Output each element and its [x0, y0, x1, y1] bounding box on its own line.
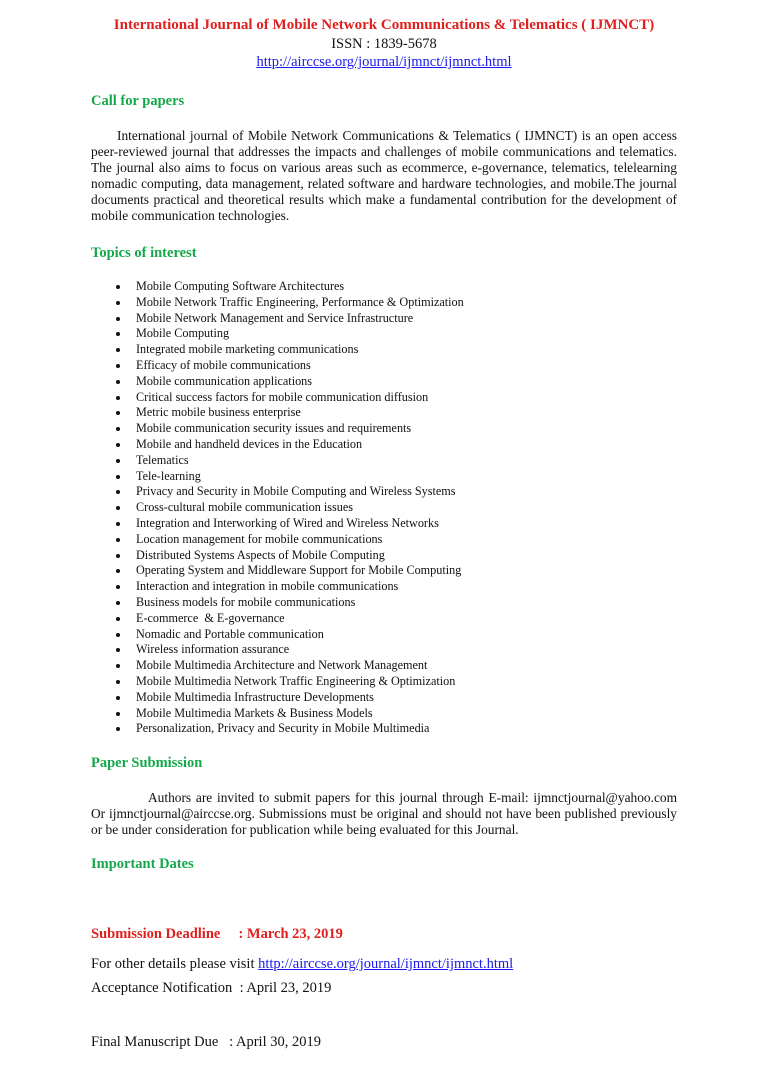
bullet-icon: [116, 317, 120, 321]
footer-url-link[interactable]: http://airccse.org/journal/ijmnct/ijmnct.html: [258, 956, 514, 972]
date-value: : April 30, 2019: [229, 1034, 321, 1050]
bullet-icon: [116, 696, 120, 700]
topic-text: Business models for mobile communications: [136, 594, 356, 609]
list-item: [0, 642, 464, 658]
topic-text: Mobile communication security issues and requirements: [136, 421, 412, 436]
topic-text: Cross-cultural mobile communication issues: [136, 500, 353, 515]
topic-text: E-commerce & E-governance: [136, 610, 285, 625]
list-item: [0, 563, 464, 579]
bullet-icon: [116, 727, 120, 731]
list-item: [0, 516, 464, 532]
call-for-papers-text: International journal of Mobile Network Communications & Telematics ( IJMNCT) is an open access peer-reviewed journal that addresses the impacts and challenges of mobile communications and telematics. The journal also aims to focus on various areas such as ecommerce, e-governance, telematics, telelearning nomadic computing, data management, related software and hardware technologies, and mobile.The journal documents practical and theoretical results which make a fundamental contribution for the development of mobile communication technologies.: [91, 128, 677, 223]
journal-header: [0, 16, 768, 71]
date-label: Final Manuscript Due: [91, 1034, 230, 1050]
important-dates-heading: Important Dates: [91, 856, 194, 872]
topic-text: Mobile communication applications: [136, 373, 313, 388]
list-item: [0, 390, 464, 406]
topic-text: Nomadic and Portable communication: [136, 626, 324, 641]
topic-text: Personalization, Privacy and Security in Mobile Multimedia: [136, 721, 430, 736]
list-item: [0, 658, 464, 674]
topic-text: Interaction and integration in mobile communications: [136, 579, 399, 594]
topic-text: Telematics: [136, 452, 189, 467]
topic-text: Mobile Multimedia Architecture and Network Management: [136, 658, 428, 673]
list-item: [0, 311, 464, 327]
list-item: [0, 674, 464, 690]
final-manuscript-row: [91, 1033, 343, 1051]
bullet-icon: [116, 490, 120, 494]
issn-number: ISSN : 1839-5678: [331, 36, 437, 52]
list-item: [0, 532, 464, 548]
list-item: [0, 579, 464, 595]
date-value: : March 23, 2019: [238, 926, 343, 942]
footer-text: For other details please visit: [91, 956, 259, 972]
topic-text: Privacy and Security in Mobile Computing and Wireless Systems: [136, 484, 456, 499]
submission-deadline-row: [91, 925, 343, 943]
journal-url-link[interactable]: http://airccse.org/journal/ijmnct/ijmnct.html: [256, 54, 512, 70]
list-item: [0, 453, 464, 469]
topic-text: Efficacy of mobile communications: [136, 357, 311, 372]
list-item: [0, 358, 464, 374]
call-for-papers-paragraph: [91, 128, 677, 223]
topic-text: Metric mobile business enterprise: [136, 405, 301, 420]
topic-text: Tele-learning: [136, 468, 201, 483]
date-value: : April 23, 2019: [239, 980, 332, 996]
paper-submission-heading: Paper Submission: [91, 755, 203, 771]
list-item: [0, 484, 464, 500]
topic-text: Mobile Multimedia Network Traffic Engineering & Optimization: [136, 673, 456, 688]
bullet-icon: [116, 348, 120, 352]
list-item: [0, 437, 464, 453]
list-item: [0, 326, 464, 342]
topic-text: Critical success factors for mobile communication diffusion: [136, 389, 429, 404]
topic-text: Mobile Computing: [136, 326, 230, 341]
bullet-icon: [116, 443, 120, 447]
bullet-icon: [116, 664, 120, 668]
bullet-icon: [116, 601, 120, 605]
list-item: [0, 690, 464, 706]
important-dates-list: [91, 889, 343, 1087]
topics-heading: Topics of interest: [91, 245, 197, 261]
bullet-icon: [116, 585, 120, 589]
list-item: [0, 405, 464, 421]
bullet-icon: [116, 680, 120, 684]
list-item: [0, 611, 464, 627]
list-item: [0, 469, 464, 485]
list-item: [0, 342, 464, 358]
bullet-icon: [116, 569, 120, 573]
bullet-icon: [116, 380, 120, 384]
bullet-icon: [116, 554, 120, 558]
date-label: Acceptance Notification: [91, 980, 240, 996]
bullet-icon: [116, 459, 120, 463]
topic-text: Operating System and Middleware Support for Mobile Computing: [136, 563, 462, 578]
submission-paragraph: [91, 790, 677, 838]
bullet-icon: [116, 332, 120, 336]
list-item: [0, 721, 464, 737]
bullet-icon: [116, 506, 120, 510]
bullet-icon: [116, 538, 120, 542]
topic-text: Mobile Network Traffic Engineering, Performance & Optimization: [136, 294, 464, 309]
list-item: [0, 706, 464, 722]
bullet-icon: [116, 427, 120, 431]
topic-text: Integrated mobile marketing communications: [136, 342, 359, 357]
list-item: [0, 374, 464, 390]
bullet-icon: [116, 617, 120, 621]
topics-list: [0, 279, 464, 737]
topic-text: Mobile Multimedia Infrastructure Developments: [136, 689, 374, 704]
call-for-papers-heading: Call for papers: [91, 93, 185, 109]
topic-text: Location management for mobile communications: [136, 531, 383, 546]
journal-title: International Journal of Mobile Network Communications & Telematics ( IJMNCT): [113, 17, 655, 33]
submission-text: Authors are invited to submit papers for this journal through E-mail: ijmnctjournal@yahoo.com Or ijmnctjournal@airccse.org. Submissions must be original and should not have been published previously or be under consideration for publication while being evaluated for this Journal.: [91, 790, 677, 837]
list-item: [0, 279, 464, 295]
topic-text: Mobile Network Management and Service Infrastructure: [136, 310, 414, 325]
topic-text: Distributed Systems Aspects of Mobile Computing: [136, 547, 385, 562]
acceptance-notification-row: [91, 979, 343, 997]
bullet-icon: [116, 712, 120, 716]
bullet-icon: [116, 301, 120, 305]
bullet-icon: [116, 475, 120, 479]
date-label: Submission Deadline: [91, 926, 239, 942]
footer-note: [91, 955, 513, 973]
topic-text: Mobile and handheld devices in the Education: [136, 436, 363, 451]
list-item: [0, 500, 464, 516]
bullet-icon: [116, 522, 120, 526]
list-item: [0, 295, 464, 311]
bullet-icon: [116, 633, 120, 637]
list-item: [0, 595, 464, 611]
list-item: [0, 627, 464, 643]
bullet-icon: [116, 396, 120, 400]
topic-text: Wireless information assurance: [136, 642, 290, 657]
list-item: [0, 548, 464, 564]
bullet-icon: [116, 285, 120, 289]
topic-text: Mobile Multimedia Markets & Business Models: [136, 705, 373, 720]
topic-text: Mobile Computing Software Architectures: [136, 279, 345, 293]
bullet-icon: [116, 411, 120, 415]
list-item: [0, 421, 464, 437]
bullet-icon: [116, 648, 120, 652]
bullet-icon: [116, 364, 120, 368]
topic-text: Integration and Interworking of Wired and Wireless Networks: [136, 515, 439, 530]
